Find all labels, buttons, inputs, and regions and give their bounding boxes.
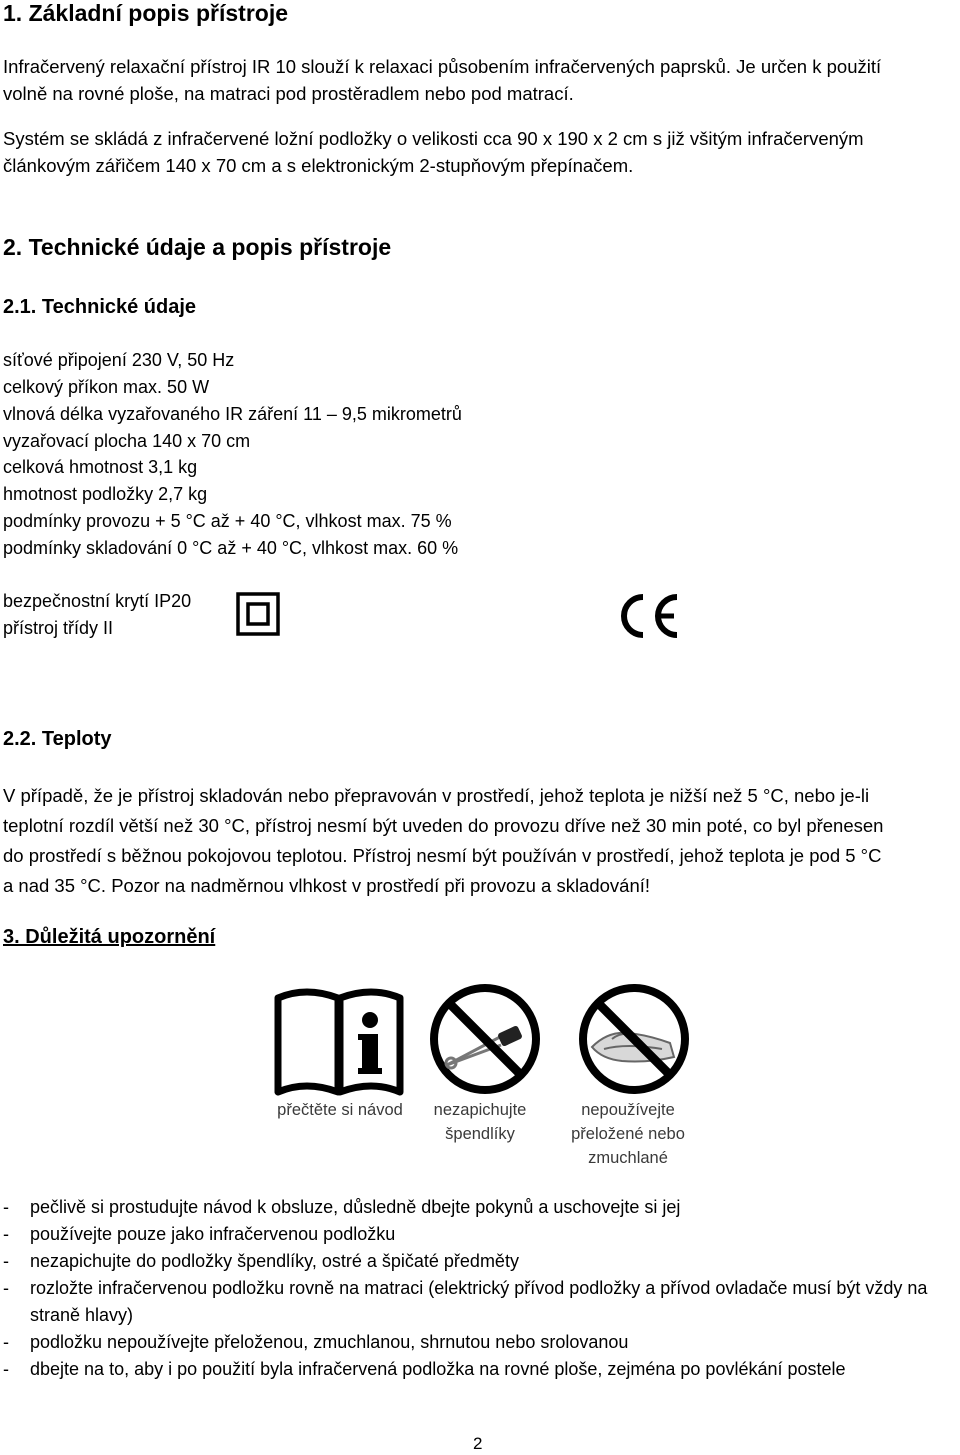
list-item-text: nezapichujte do podložky špendlíky, ostré a špičaté předměty [30, 1251, 519, 1271]
section-1-heading: 1. Základní popis přístroje [3, 0, 289, 26]
list-item [0, 1356, 960, 1383]
no-folding-icon [578, 983, 690, 1095]
pictogram-caption: nepoužívejte přeložené nebo zmuchlané [571, 1101, 685, 1167]
temperature-paragraph-line: do prostředí s běžnou pokojovou teplotou. Přístroj nesmí být používán v prostředí, jehož teplota je pod 5 °C [3, 845, 882, 866]
list-item [0, 1194, 960, 1221]
read-manual-icon [274, 984, 404, 1100]
spec-line: hmotnost podložky 2,7 kg [3, 484, 208, 504]
spec-line: podmínky skladování 0 °C až + 40 °C, vlhkost max. 60 % [3, 538, 459, 558]
system-paragraph-line: článkovým zářičem 140 x 70 cm a s elektronickým 2-stupňovým přepínačem. [3, 155, 634, 176]
list-item-text: pečlivě si prostudujte návod k obsluze, důsledně dbejte pokynů a uschovejte si jej [30, 1197, 681, 1217]
protection-rating: bezpečnostní krytí IP20 [3, 591, 192, 611]
list-item [0, 1275, 960, 1329]
spec-line: celkový příkon max. 50 W [3, 377, 210, 397]
system-paragraph-line: Systém se skládá z infračervené ložní podložky o velikosti cca 90 x 190 x 2 cm s již všitým infračerveným [3, 128, 864, 149]
spec-line: vlnová délka vyzařovaného IR záření 11 – 9,5 mikrometrů [3, 404, 462, 424]
list-item-text: podložku nepoužívejte přeloženou, zmuchlanou, shrnutou nebo srolovanou [30, 1332, 629, 1352]
subsection-2-1-heading: 2.1. Technické údaje [3, 296, 197, 318]
temperature-paragraph-line: teplotní rozdíl větší než 30 °C, přístroj nesmí být uveden do provozu dříve než 30 min poté, co byl přenesen [3, 815, 884, 836]
page-number: 2 [473, 1434, 483, 1453]
list-item-text: dbejte na to, aby i po použití byla infračervená podložka na rovné ploše, zejména po povlékání postele [30, 1359, 846, 1379]
list-item [0, 1329, 960, 1356]
bullet-dash: - [3, 1251, 9, 1271]
section-2-heading: 2. Technické údaje a popis přístroje [3, 234, 392, 260]
bullet-dash: - [3, 1224, 9, 1244]
temperature-paragraph-line: V případě, že je přístroj skladován nebo přepravován v prostředí, jehož teplota je nižší než 5 °C, nebo je-li [3, 785, 870, 806]
no-pins-icon [429, 983, 541, 1095]
ce-mark-icon [612, 592, 682, 640]
list-item [0, 1248, 960, 1275]
section-3-heading: 3. Důležitá upozornění [3, 926, 216, 948]
list-item [0, 1221, 960, 1248]
class-ii-icon [236, 592, 280, 636]
temperature-paragraph-line: a nad 35 °C. Pozor na nadměrnou vlhkost v prostředí při provozu a skladování! [3, 875, 651, 896]
device-class: přístroj třídy II [3, 618, 114, 638]
bullet-dash: - [3, 1332, 9, 1352]
list-item-text: rozložte infračervenou podložku rovně na matraci (elektrický přívod podložky a přívod ovladače musí být vždy na straně hlavy) [30, 1278, 928, 1325]
pictogram-caption: nezapichujte špendlíky [433, 1101, 527, 1143]
pictogram-caption: přečtěte si návod [277, 1101, 403, 1119]
subsection-2-2-heading: 2.2. Teploty [3, 728, 112, 750]
intro-paragraph-line: volně na rovné ploše, na matraci pod prostěradlem nebo pod matrací. [3, 83, 574, 104]
list-item-text: používejte pouze jako infračervenou podložku [30, 1224, 396, 1244]
spec-line: vyzařovací plocha 140 x 70 cm [3, 431, 251, 451]
spec-line: síťové připojení 230 V, 50 Hz [3, 350, 235, 370]
bullet-dash: - [3, 1359, 9, 1379]
spec-line: celková hmotnost 3,1 kg [3, 457, 198, 477]
bullet-dash: - [3, 1278, 9, 1298]
spec-line: podmínky provozu + 5 °C až + 40 °C, vlhkost max. 75 % [3, 511, 452, 531]
intro-paragraph-line: Infračervený relaxační přístroj IR 10 slouží k relaxaci působením infračervených paprsků. Je určen k použití [3, 56, 882, 77]
bullet-dash: - [3, 1197, 9, 1217]
